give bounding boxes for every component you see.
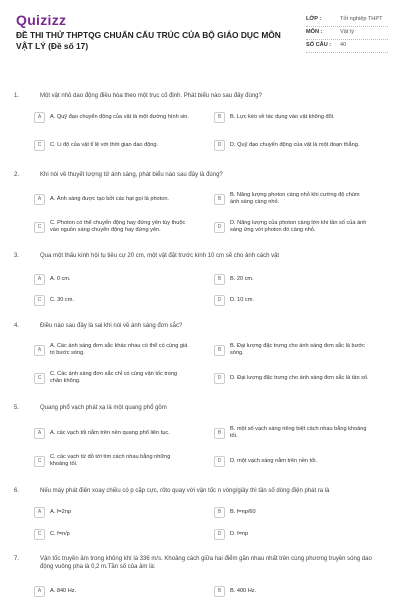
option-letter-box: A: [34, 112, 45, 123]
question-4: [14, 322, 386, 330]
option-letter-box: B: [214, 194, 225, 205]
answer-option[interactable]: [214, 369, 370, 387]
question-6: [14, 487, 386, 495]
option-text: C. Li độ của vật tỉ lệ với thời gian dao động.: [50, 141, 159, 148]
answer-option[interactable]: [214, 424, 370, 442]
option-letter-box: A: [34, 507, 45, 518]
question-5: [14, 404, 386, 412]
answer-option[interactable]: [214, 190, 370, 208]
option-letter-box: A: [34, 194, 45, 205]
answer-option[interactable]: [34, 582, 190, 600]
meta-row-count: [306, 40, 388, 53]
answer-option[interactable]: [34, 136, 190, 154]
option-letter-box: C: [34, 295, 45, 306]
option-text: C. các vạch từ đỏ tới tím cách nhau bằng những khoảng tối.: [50, 454, 171, 467]
option-text: D. một vạch sáng nằm trên nền tối.: [230, 457, 318, 464]
option-letter-box: A: [34, 345, 45, 356]
answer-option[interactable]: [214, 341, 370, 359]
meta-value: Tốt nghiệp THPT: [340, 16, 383, 22]
option-text: B. Năng lượng photon càng nhỏ khi cường độ chùm ánh sáng càng nhỏ.: [230, 192, 360, 205]
option-text: B. 400 Hz.: [230, 587, 257, 594]
answer-option[interactable]: [34, 108, 190, 126]
option-text: A. các vạch tối nằm trên nền quang phổ liên tục.: [50, 429, 170, 436]
option-letter-box: D: [214, 222, 225, 233]
option-letter-box: D: [214, 456, 225, 467]
option-letter-box: B: [214, 345, 225, 356]
option-text: B. f=np/60: [230, 508, 256, 515]
answer-option[interactable]: [214, 291, 370, 309]
option-letter-box: C: [34, 529, 45, 540]
answer-option[interactable]: [34, 525, 190, 543]
answer-option[interactable]: [34, 341, 190, 359]
question-number: 1.: [14, 93, 20, 99]
answer-option[interactable]: [214, 525, 370, 543]
option-text: A. 0 cm.: [50, 275, 71, 282]
option-text: D. Năng lượng của photon càng lớn khi tần số của ánh sáng ứng với photon đó càng nhỏ.: [230, 220, 367, 233]
meta-panel: [306, 14, 388, 53]
question-stem: Điều nào sau đây là sai khi nói về ánh sáng đơn sắc?: [40, 323, 183, 329]
option-letter-box: C: [34, 222, 45, 233]
option-letter-box: D: [214, 295, 225, 306]
answer-option[interactable]: [214, 452, 370, 470]
question-stem: Quang phổ vạch phát xạ là một quang phổ gồm: [40, 405, 167, 411]
option-letter-box: B: [214, 428, 225, 439]
meta-key: LỚP :: [306, 16, 322, 22]
answer-option[interactable]: [214, 136, 370, 154]
option-letter-box: A: [34, 586, 45, 597]
option-text: C. f=n/p: [50, 530, 70, 537]
option-text: B. 20 cm.: [230, 275, 254, 282]
option-letter-box: B: [214, 586, 225, 597]
answer-option[interactable]: [214, 108, 370, 126]
question-2: [14, 171, 386, 179]
answer-option[interactable]: [34, 218, 190, 236]
option-text: A. Các ánh sáng đơn sắc khác nhau có thể có cùng giá trị bước sóng.: [50, 343, 188, 356]
question-number: 2.: [14, 172, 20, 178]
question-number: 6.: [14, 488, 20, 494]
question-number: 3.: [14, 253, 20, 259]
option-text: A. f=2np: [50, 508, 71, 515]
option-text: C. Các ánh sáng đơn sắc chỉ có cùng vận tốc trong chân không.: [50, 371, 178, 384]
option-letter-box: D: [214, 529, 225, 540]
question-stem: Qua một thấu kính hội tụ tiêu cự 20 cm, một vật đặt trước kính 10 cm sẽ cho ảnh cách vật: [40, 253, 280, 259]
quizizz-logo: Quizizz: [16, 12, 67, 28]
option-letter-box: C: [34, 456, 45, 467]
option-text: A. Quỹ đạo chuyển động của vật là một đường hình sin.: [50, 113, 189, 120]
answer-option[interactable]: [214, 270, 370, 288]
option-text: C. Photon có thể chuyển động hay đứng yên tùy thuộc vào nguồn sáng chuyển động hay đứng yên.: [50, 220, 186, 233]
answer-option[interactable]: [34, 503, 190, 521]
option-text: B. Đại lượng đặc trưng cho ánh sáng đơn sắc là bước sóng.: [230, 343, 365, 356]
answer-option[interactable]: [214, 218, 370, 236]
answer-option[interactable]: [34, 291, 190, 309]
page-title: ĐỀ THI THỬ THPTQG CHUẨN CẤU TRÚC CỦA BỘ GIÁO DỤC MÔN VẬT LÝ (Đề số 17): [16, 30, 281, 51]
option-text: B. một số vạch sáng riêng biệt cách nhau bằng khoảng tối.: [230, 426, 367, 439]
option-letter-box: B: [214, 274, 225, 285]
option-letter-box: C: [34, 140, 45, 151]
answer-option[interactable]: [214, 582, 370, 600]
question-stem: Vận tốc truyền âm trong không khí là 336 m/s. Khoảng cách giữa hai điểm gần nhau nhất trên cùng phương truyền sóng dao động vuông pha là 0,2 m.Tần số của âm là:: [40, 556, 372, 570]
option-letter-box: D: [214, 373, 225, 384]
answer-option[interactable]: [34, 424, 190, 442]
answer-option[interactable]: [214, 503, 370, 521]
answer-option[interactable]: [34, 369, 190, 387]
meta-row-class: [306, 14, 388, 27]
question-stem: Nếu máy phát điện xoay chiều có p cặp cực, rôto quay với vận tốc n vòng/giây thì tần số dòng điện phát ra là: [40, 488, 330, 494]
question-number: 7.: [14, 556, 20, 562]
option-letter-box: A: [34, 274, 45, 285]
option-text: D. Quỹ đạo chuyển động của vật là một đoạn thẳng.: [230, 141, 360, 148]
answer-option[interactable]: [34, 452, 190, 470]
option-text: D. f=np: [230, 530, 249, 537]
option-text: D. 10 cm.: [230, 296, 254, 303]
option-text: B. Lực kéo về tác dụng vào vật không đổi.: [230, 113, 335, 120]
question-stem: Một vật nhỏ dao động điều hòa theo một trục cố định. Phát biểu nào sau đây đúng?: [40, 93, 262, 99]
option-text: A. Ánh sáng được tạo bởi các hạt gọi là photon.: [50, 195, 169, 202]
option-text: C. 30 cm.: [50, 296, 74, 303]
option-letter-box: B: [214, 112, 225, 123]
question-3: [14, 252, 386, 260]
answer-option[interactable]: [34, 270, 190, 288]
option-letter-box: B: [214, 507, 225, 518]
question-number: 5.: [14, 405, 20, 411]
option-letter-box: C: [34, 373, 45, 384]
meta-value: Vật lý: [340, 29, 354, 35]
option-text: A. 840 Hz.: [50, 587, 77, 594]
meta-key: MÔN :: [306, 29, 323, 35]
question-7: [14, 555, 386, 571]
option-letter-box: A: [34, 428, 45, 439]
question-1: [14, 92, 386, 100]
question-number: 4.: [14, 323, 20, 329]
answer-option[interactable]: [34, 190, 190, 208]
option-text: D. Đại lượng đặc trưng cho ánh sáng đơn sắc là tần số.: [230, 374, 369, 381]
option-letter-box: D: [214, 140, 225, 151]
meta-row-subject: [306, 27, 388, 40]
meta-key: SỐ CÂU :: [306, 42, 332, 48]
question-stem: Khi nói về thuyết lượng tử ánh sáng, phát biểu nào sau đây là đúng?: [40, 172, 223, 178]
meta-value: 40: [340, 42, 347, 48]
